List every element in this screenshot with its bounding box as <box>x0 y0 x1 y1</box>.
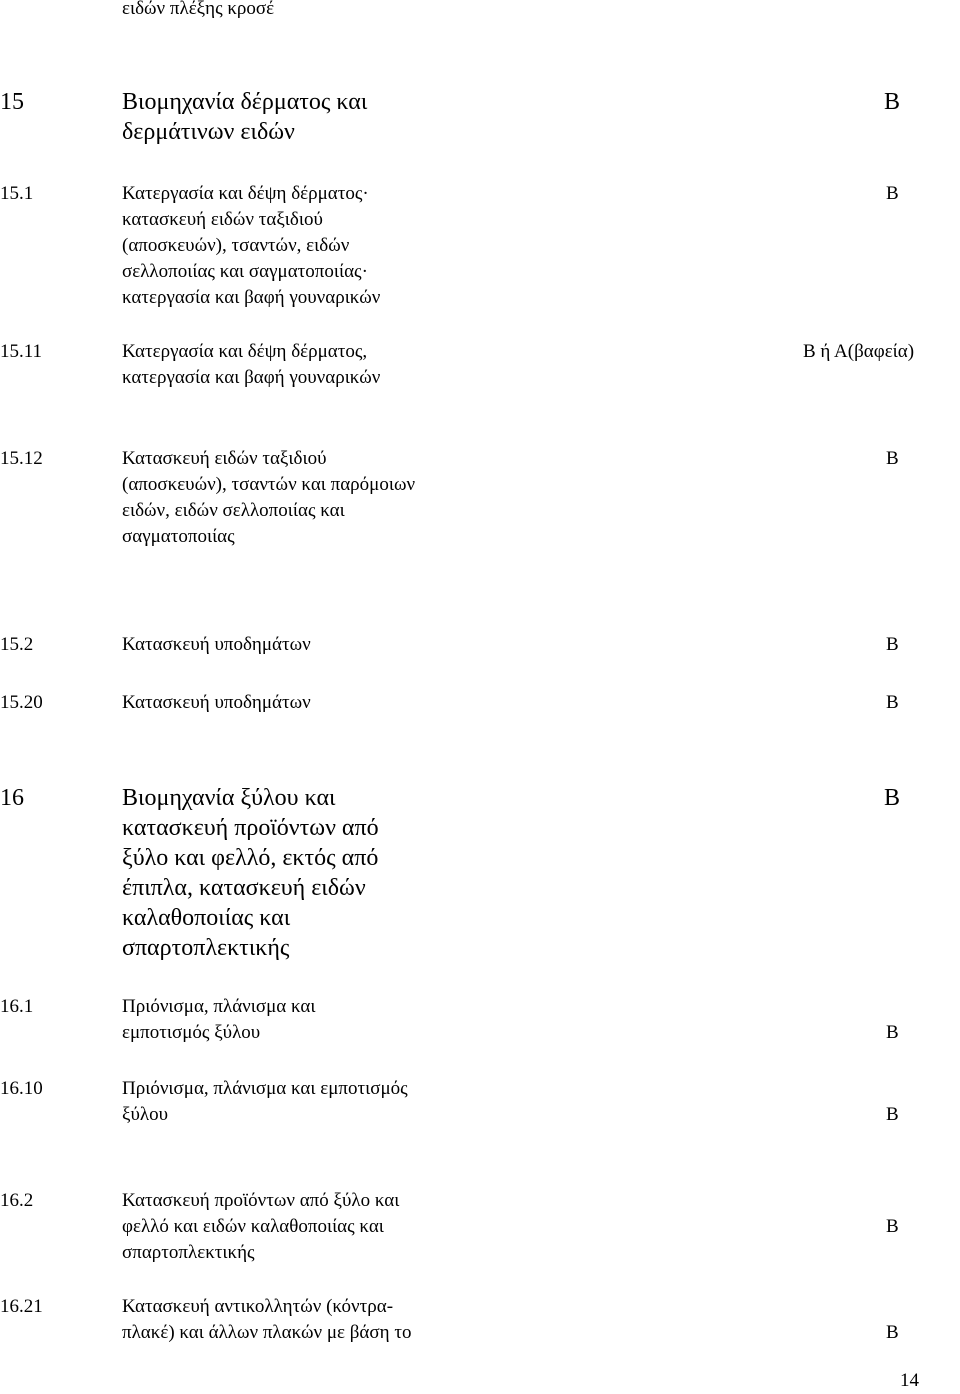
row-description <box>122 1294 411 1346</box>
description-line: εμποτισμός ξύλου <box>122 1022 261 1043</box>
description-line: Κατασκευή αντικολλητών (κόντρα- <box>122 1296 394 1317</box>
row-class: Β <box>886 1104 899 1125</box>
row-description <box>122 632 311 658</box>
description-line: σπαρτοπλεκτικής <box>122 935 290 961</box>
page-number: 14 <box>900 1370 919 1391</box>
description-line: κατεργασία και βαφή γουναρικών <box>122 367 381 388</box>
description-line: έπιπλα, κατασκευή ειδών <box>122 875 366 901</box>
description-line: φελλό και ειδών καλαθοποιίας και <box>122 1216 384 1237</box>
row-class: Β <box>884 89 901 115</box>
description-line: ξύλου <box>122 1104 168 1125</box>
row-description <box>122 994 315 1046</box>
row-description <box>122 87 367 147</box>
description-line: κατασκευή ειδών ταξιδιού <box>122 209 323 230</box>
row-description <box>122 1188 399 1266</box>
description-line: Κατεργασία και δέψη δέρματος· <box>122 183 369 204</box>
description-line: (αποσκευών), τσαντών, ειδών <box>122 235 350 256</box>
row-code: 15 <box>0 89 24 115</box>
row-class: Β <box>884 785 901 811</box>
description-line: σελλοποιίας και σαγματοποιίας· <box>122 261 368 282</box>
row-code: 15.11 <box>0 341 43 362</box>
description-line: δερμάτινων ειδών <box>122 119 295 145</box>
top-text: ειδών πλέξης κροσέ <box>122 0 275 19</box>
description-line: σπαρτοπλεκτικής <box>122 1242 255 1263</box>
row-description <box>122 181 380 311</box>
row-class: Β <box>886 448 899 469</box>
description-line: Βιομηχανία δέρματος και <box>122 89 368 115</box>
row-code: 16 <box>0 785 24 811</box>
row-class: Β <box>886 183 899 204</box>
description-line: (αποσκευών), τσαντών και παρόμοιων <box>122 474 416 495</box>
row-class: Β <box>886 692 899 713</box>
row-class: Β <box>886 634 899 655</box>
description-line: Κατασκευή υποδημάτων <box>122 692 311 713</box>
description-line: σαγματοποιίας <box>122 526 235 547</box>
description-line: καλαθοποιίας και <box>122 905 291 931</box>
description-line: κατεργασία και βαφή γουναρικών <box>122 287 381 308</box>
row-code: 15.2 <box>0 634 34 655</box>
description-line: Κατεργασία και δέψη δέρματος, <box>122 341 368 362</box>
description-line: ειδών, ειδών σελλοποιίας και <box>122 500 345 521</box>
row-code: 15.20 <box>0 692 43 713</box>
row-class: Β <box>886 1322 899 1343</box>
description-line: Πριόνισμα, πλάνισμα και <box>122 996 316 1017</box>
row-class: Β ή Α(βαφεία) <box>803 341 915 362</box>
row-description <box>122 690 311 716</box>
row-description <box>122 1076 408 1128</box>
description-line: κατασκευή προϊόντων από <box>122 815 379 841</box>
row-class: Β <box>886 1022 899 1043</box>
description-line: Κατασκευή ειδών ταξιδιού <box>122 448 327 469</box>
row-description <box>122 783 379 963</box>
row-class: Β <box>886 1216 899 1237</box>
description-line: Κατασκευή προϊόντων από ξύλο και <box>122 1190 400 1211</box>
description-line: Κατασκευή υποδημάτων <box>122 634 311 655</box>
row-code: 16.21 <box>0 1296 43 1317</box>
description-line: Πριόνισμα, πλάνισμα και εμποτισμός <box>122 1078 408 1099</box>
row-description <box>122 339 380 391</box>
row-code: 16.2 <box>0 1190 34 1211</box>
description-line: πλακέ) και άλλων πλακών με βάση το <box>122 1322 412 1343</box>
row-code: 16.10 <box>0 1078 43 1099</box>
description-line: Βιομηχανία ξύλου και <box>122 785 336 811</box>
row-code: 15.12 <box>0 448 43 469</box>
row-code: 16.1 <box>0 996 34 1017</box>
row-description <box>122 446 415 550</box>
row-code: 15.1 <box>0 183 34 204</box>
description-line: ξύλο και φελλό, εκτός από <box>122 845 379 871</box>
